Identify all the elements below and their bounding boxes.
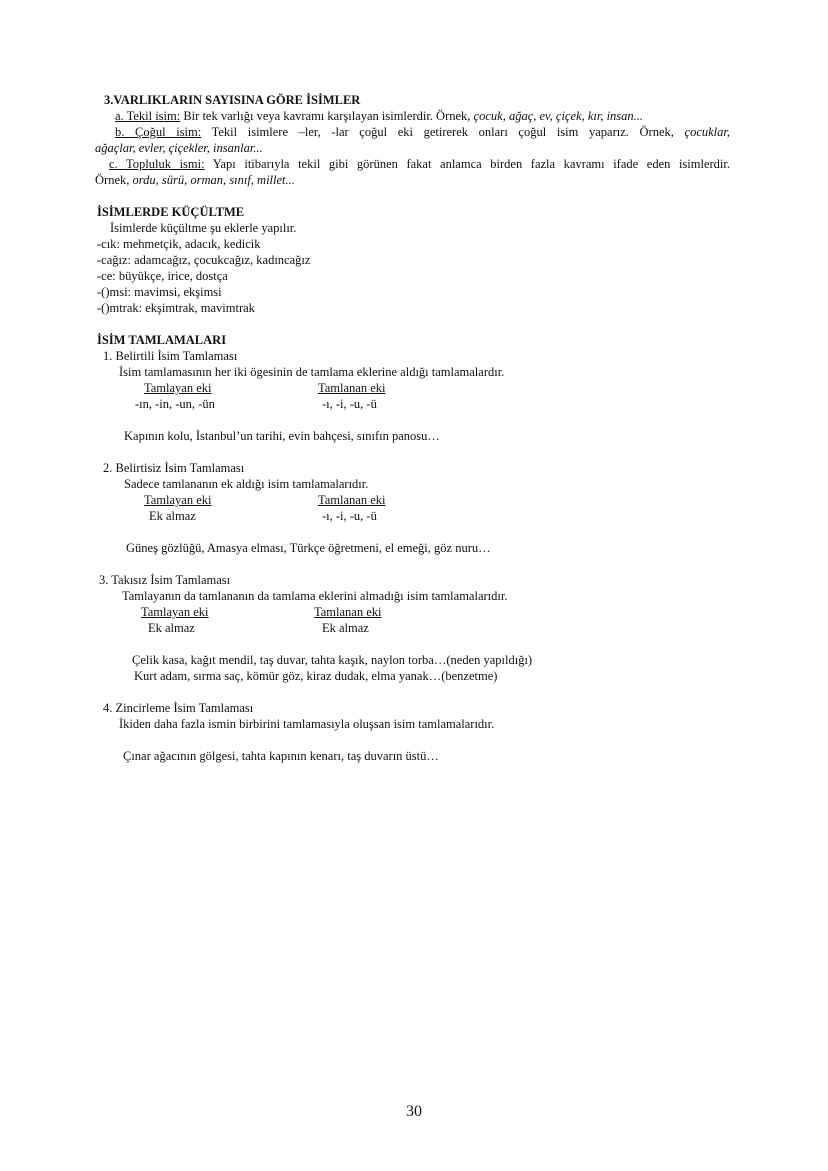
belirtili-col2-val: -ı, -i, -u, -ü (322, 397, 377, 411)
belirtili-col2-head: Tamlanan eki (318, 381, 386, 395)
belirtili-col1-val: -ın, -in, -un, -ün (135, 397, 215, 411)
topluluk-isim-text: Yapı itibarıyla tekil gibi görünen fakat anlamca birden fazla kavramı ifade eden isimlerdir. (204, 157, 730, 171)
topluluk-ornek-prefix: Örnek, (95, 173, 133, 187)
cogul-isim-line (95, 124, 730, 140)
belirtisiz-col1-val: Ek almaz (149, 509, 196, 523)
topluluk-isim-examples: ordu, sürü, orman, sınıf, millet... (132, 173, 295, 187)
takisiz-title: 3. Takısız İsim Tamlaması (99, 573, 231, 587)
belirtili-title: 1. Belirtili İsim Tamlaması (103, 349, 238, 363)
takisiz-example-1: Çelik kasa, kağıt mendil, taş duvar, tahta kaşık, naylon torba…(neden yapıldığı) (132, 653, 533, 667)
belirtisiz-col1-head: Tamlayan eki (144, 493, 212, 507)
belirtisiz-example: Güneş gözlüğü, Amasya elması, Türkçe öğretmeni, el emeği, göz nuru… (126, 541, 491, 555)
takisiz-example-2: Kurt adam, sırma saç, kömür göz, kiraz dudak, elma yanak…(benzetme) (134, 669, 498, 683)
page-number: 30 (406, 1103, 422, 1120)
kucultme-item: -()msi: mavimsi, ekşimsi (97, 285, 222, 299)
topluluk-isim-label: c. Topluluk ismi: (109, 157, 205, 171)
takisiz-col1-head: Tamlayan eki (141, 605, 209, 619)
cogul-isim-examples-1: çocuklar, (684, 125, 730, 139)
cogul-isim-label: b. Çoğul isim: (115, 125, 202, 139)
takisiz-col2-head: Tamlanan eki (314, 605, 382, 619)
belirtisiz-desc: Sadece tamlananın ek aldığı isim tamlamalarıdır. (124, 477, 369, 491)
belirtili-desc: İsim tamlamasının her iki ögesinin de tamlama eklerine aldığı tamlamalardır. (119, 365, 505, 379)
cogul-isim-examples-2: ağaçlar, evler, çiçekler, insanlar... (95, 141, 263, 155)
tekil-isim-text: Bir tek varlığı veya kavramı karşılayan isimlerdir. Örnek, (180, 109, 474, 123)
belirtisiz-col2-val: -ı, -i, -u, -ü (322, 509, 377, 523)
belirtisiz-title: 2. Belirtisiz İsim Tamlaması (103, 461, 245, 475)
tekil-isim-line (115, 108, 643, 124)
kucultme-intro: İsimlerde küçültme şu eklerle yapılır. (110, 221, 297, 235)
tekil-isim-label: a. Tekil isim: (115, 109, 181, 123)
takisiz-desc: Tamlayanın da tamlananın da tamlama eklerini almadığı isim tamlamalarıdır. (122, 589, 508, 603)
tekil-isim-examples: çocuk, ağaç, ev, çiçek, kır, insan... (473, 109, 644, 123)
kucultme-item: -cağız: adamcağız, çocukcağız, kadıncağız (97, 253, 311, 267)
section-heading-varliklar: 3.VARLIKLARIN SAYISINA GÖRE İSİMLER (104, 93, 361, 107)
belirtili-example: Kapının kolu, İstanbul’un tarihi, evin bahçesi, sınıfın panosu… (124, 429, 440, 443)
cogul-isim-text: Tekil isimlere –ler, -lar çoğul eki getirerek onları çoğul isim yaparız. Örnek, (201, 125, 685, 139)
section-heading-tamlamalar: İSİM TAMLAMALARI (97, 333, 227, 347)
topluluk-isim-line2 (95, 172, 295, 188)
zincirleme-title: 4. Zincirleme İsim Tamlaması (103, 701, 254, 715)
belirtili-col1-head: Tamlayan eki (144, 381, 212, 395)
kucultme-item: -ce: büyükçe, irice, dostça (97, 269, 228, 283)
section-heading-kucultme: İSİMLERDE KÜÇÜLTME (97, 205, 245, 219)
zincirleme-example: Çınar ağacının gölgesi, tahta kapının kenarı, taş duvarın üstü… (123, 749, 439, 763)
kucultme-item: -cık: mehmetçik, adacık, kedicik (97, 237, 261, 251)
zincirleme-desc: İkiden daha fazla ismin birbirini tamlamasıyla oluşsan isim tamlamalarıdır. (119, 717, 495, 731)
kucultme-item: -()mtrak: ekşimtrak, mavimtrak (97, 301, 255, 315)
takisiz-col1-val: Ek almaz (148, 621, 195, 635)
takisiz-col2-val: Ek almaz (322, 621, 369, 635)
belirtisiz-col2-head: Tamlanan eki (318, 493, 386, 507)
topluluk-isim-line (95, 156, 730, 172)
